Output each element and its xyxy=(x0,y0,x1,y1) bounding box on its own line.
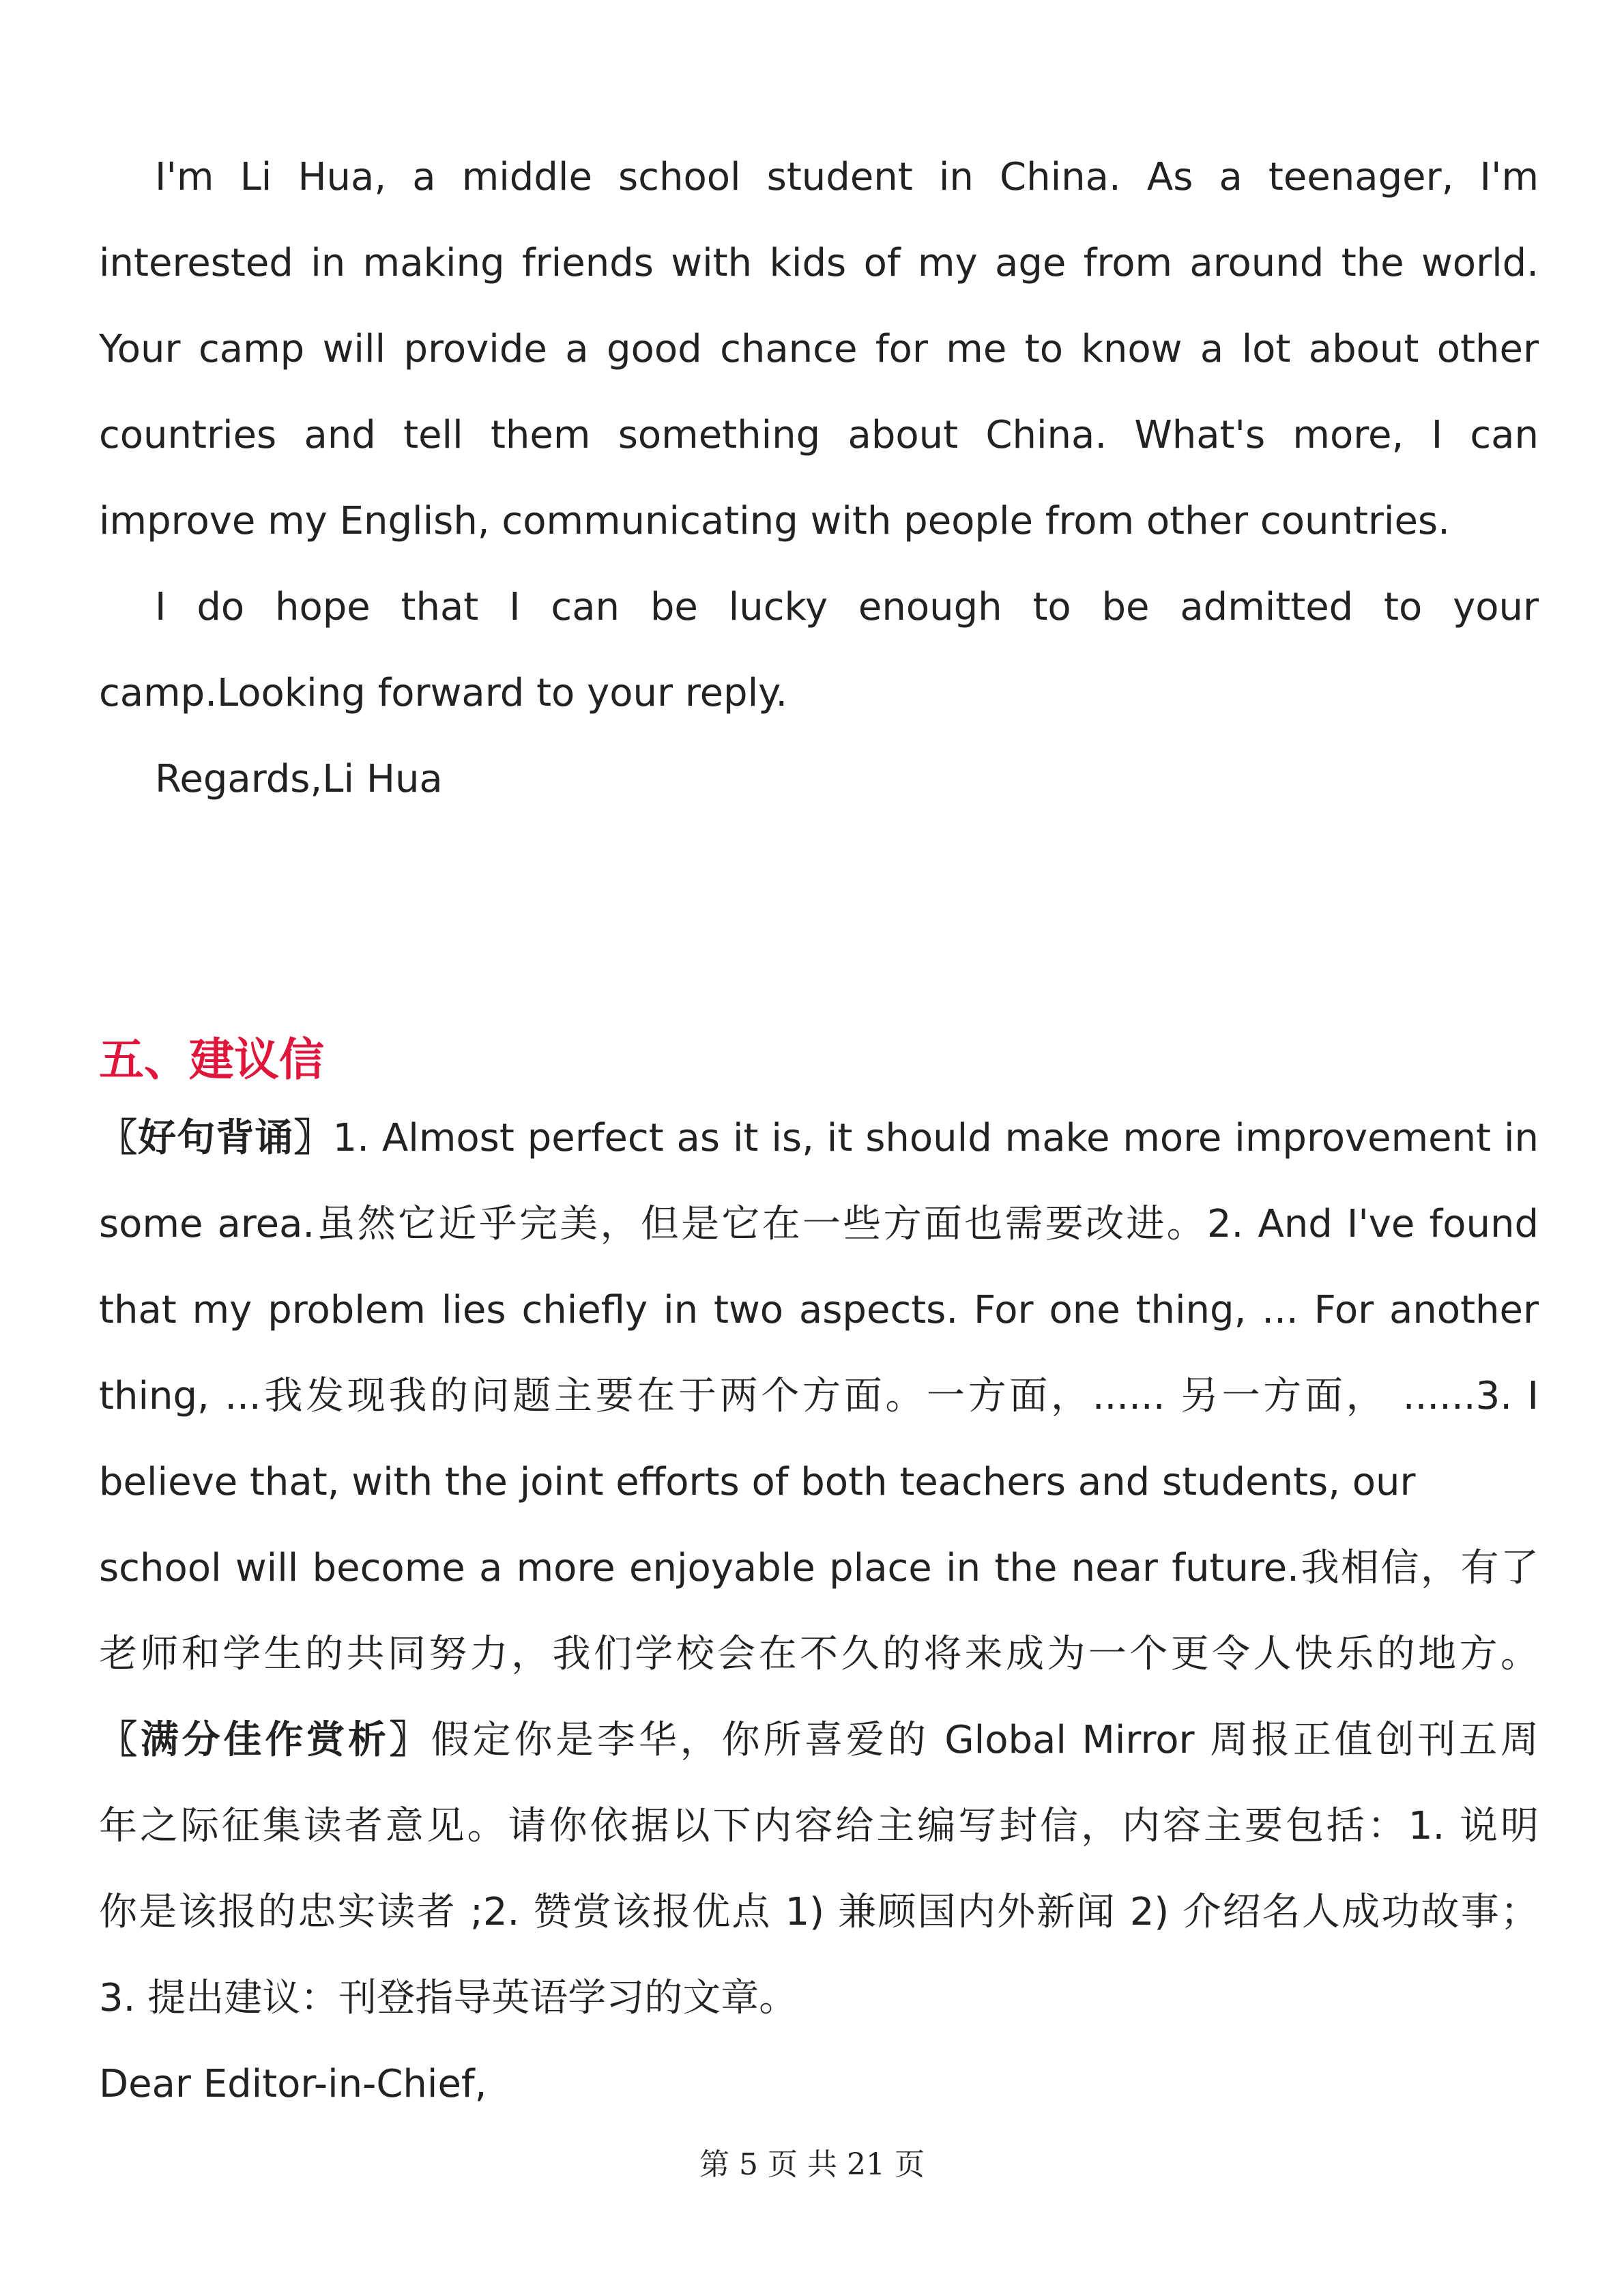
letter-paragraph-2-line-1: I do hope that I can be lucky enough to be admitted to your xyxy=(155,585,1539,629)
section-heading: 五、建议信 xyxy=(99,1033,324,1086)
good-sentences-line-4: thing, ...我发现我的问题主要在于两个方面。一方面，...... 另一方面， ......3. I xyxy=(99,1374,1539,1418)
letter-paragraph-1-line-3: Your camp will provide a good chance for me to know a lot about other xyxy=(99,327,1539,371)
model-essay-line-1 xyxy=(99,1713,1539,1768)
good-sentences-label: 〖好句背诵〗 xyxy=(99,1116,333,1160)
model-essay-line-4: 3. 提出建议：刊登指导英语学习的文章。 xyxy=(99,1976,798,2020)
model-essay-line-2: 年之际征集读者意见。请你依据以下内容给主编写封信，内容主要包括：1. 说明 xyxy=(99,1804,1539,1848)
letter-closing: Regards,Li Hua xyxy=(155,757,443,801)
model-essay-text-1: 假定你是李华，你所喜爱的 Global Mirror 周报正值创刊五周 xyxy=(431,1718,1539,1762)
letter-paragraph-2-line-2: camp.Looking forward to your reply. xyxy=(99,671,788,715)
letter-paragraph-1-line-5: improve my English, communicating with people from other countries. xyxy=(99,499,1450,543)
letter-paragraph-1-line-1: I'm Li Hua, a middle school student in China. As a teenager, I'm xyxy=(155,155,1539,199)
model-essay-label: 〖满分佳作赏析〗 xyxy=(99,1718,431,1762)
good-sentences-line-3: that my problem lies chiefly in two aspects. For one thing, ... For another xyxy=(99,1288,1539,1332)
good-sentences-line-1 xyxy=(99,1111,1539,1166)
good-sentences-line-7: 老师和学生的共同努力，我们学校会在不久的将来成为一个更令人快乐的地方。 xyxy=(99,1632,1539,1676)
page-footer: 第 5 页 共 21 页 xyxy=(699,2147,925,2182)
letter-paragraph-1-line-2: interested in making friends with kids of my age from around the world. xyxy=(99,241,1539,285)
good-sentences-text-1: 1. Almost perfect as it is, it should make more improvement in xyxy=(332,1116,1539,1160)
good-sentences-line-2: some area.虽然它近乎完美，但是它在一些方面也需要改进。2. And I've found xyxy=(99,1202,1539,1246)
good-sentences-line-5: believe that, with the joint efforts of both teachers and students, our xyxy=(99,1460,1416,1504)
letter-paragraph-1-line-4: countries and tell them something about China. What's more, I can xyxy=(99,413,1539,457)
model-essay-line-3: 你是该报的忠实读者 ;2. 赞赏该报优点 1) 兼顾国内外新闻 2) 介绍名人成功故事； xyxy=(99,1890,1539,1934)
good-sentences-line-6: school will become a more enjoyable place in the near future.我相信，有了 xyxy=(99,1546,1539,1590)
model-essay-salutation: Dear Editor-in-Chief, xyxy=(99,2062,487,2106)
